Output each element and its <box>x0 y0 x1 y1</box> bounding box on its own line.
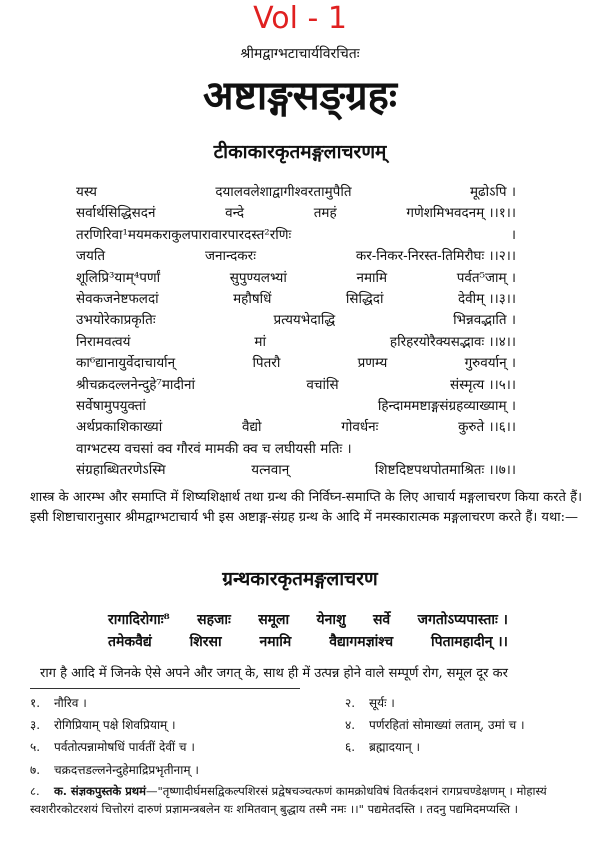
verse-word: जनान्दकरः <box>204 248 256 265</box>
invocation-shloka <box>108 609 508 653</box>
footnote-2: २. सूर्यः । <box>345 696 395 710</box>
verse-word: सिद्धिदां <box>345 290 384 307</box>
verse-word: का⁶द्यानायुर्वेदाचार्यान् <box>76 355 176 372</box>
verse-line <box>76 439 516 460</box>
verse-word: गुरुवर्यान् । <box>464 355 516 372</box>
verse-word: वन्दे <box>225 205 245 222</box>
verse-word: देवीम् ।।३।। <box>457 290 516 307</box>
verse-word: कर-निकर-निरस्त-तिमिरौघः ।।२।। <box>355 248 516 265</box>
verse-word: प्रणम्य <box>357 355 388 372</box>
verse-word: तमहं <box>313 205 337 222</box>
shloka-word: नमामि <box>259 634 292 650</box>
verse-word: अर्थप्रकाशिकाख्यां <box>76 419 163 436</box>
footnote-4: ४. पर्णरहितां सोमाख्यां लताम्, उमां च । <box>345 718 525 732</box>
shloka-word: समूला <box>258 612 290 628</box>
verse-word: भिन्नवद्भाति । <box>453 312 516 329</box>
verse-word: वाग्भटस्य वचसां क्व गौरवं मामकी क्व च लघीयसी मतिः । <box>76 440 352 457</box>
verse-line <box>76 396 516 417</box>
footnote-3: ३. रोगिप्रियाम् पक्षे शिवप्रियाम् । <box>30 718 176 732</box>
verse-word: प्रत्ययभेदाद्धि <box>273 312 336 329</box>
verse-word: । <box>510 226 516 243</box>
verse-word: जयति <box>76 248 106 265</box>
verse-word: तरणिरिवा¹मयमकराकुलपारावारपारदस्त²रणिः <box>76 226 292 243</box>
verse-line <box>76 460 516 481</box>
verse-word: गणेशमिभवदनम् ।।१।। <box>406 205 516 222</box>
verse-word: यस्य <box>76 184 97 200</box>
verse-word: संस्मृत्य ।।५।। <box>450 376 516 393</box>
book-title: अष्टाङ्गसङ्ग्रहः <box>203 72 397 119</box>
verse-line <box>76 246 516 267</box>
verse-word: मां <box>254 333 266 350</box>
shloka-word: सहजाः <box>197 612 231 628</box>
verse-word: पितरौ <box>252 355 281 372</box>
shloka-word: जगतोऽप्यपास्ताः । <box>417 612 508 628</box>
verse-word: शूलिप्रि³याम्⁴पर्णां <box>76 269 161 286</box>
shloka-word: शिरसा <box>189 634 222 650</box>
verse-word: श्रीचक्रदल्लनेन्दुहे⁷मादीनां <box>76 376 196 393</box>
shloka-line <box>108 609 508 631</box>
verse-line <box>76 417 516 438</box>
invocation-verses <box>76 182 516 481</box>
verse-line <box>76 182 516 203</box>
verse-line <box>76 375 516 396</box>
footnote-5: ५. पर्वतोत्पन्नामोषधिं पार्वतीं देवीं च । <box>30 740 195 754</box>
footnote-6: ६. ब्रह्मादयान् । <box>345 740 421 754</box>
verse-word: हरिहरयोरैक्यसद्भावः ।।४।। <box>389 333 516 350</box>
verse-word: सर्वार्थसिद्धिसदनं <box>76 205 156 222</box>
verse-word: दयालवलेशाद्वागीश्वरतामुपैति <box>215 184 352 200</box>
shloka-line <box>108 631 508 653</box>
verse-word: सर्वेषामुपयुक्तां <box>76 397 146 414</box>
verse-word: उभयोरेकाप्रकृतिः <box>76 312 156 329</box>
verse-word: सुपुण्यलभ्यां <box>229 269 287 286</box>
verse-line <box>76 353 516 374</box>
verse-word: सेवकजनेष्टफलदां <box>76 290 159 307</box>
verse-word: यत्नवान् <box>251 462 290 479</box>
verse-line <box>76 225 516 246</box>
commentator-invocation-heading: टीकाकारकृतमङ्गलाचरणम् <box>213 141 387 163</box>
verse-word: गोवर्धनः <box>341 419 379 436</box>
verse-word: संग्रहाब्धितरणेऽस्मि <box>76 462 166 479</box>
shloka-word: तमेकवैद्यं <box>108 634 152 650</box>
verse-word: हिन्दाममष्टाङ्गसंग्रहव्याख्याम् । <box>377 397 516 414</box>
verse-line <box>76 289 516 310</box>
verse-line <box>76 310 516 331</box>
verse-word: वैद्यो <box>241 419 262 436</box>
verse-line <box>76 332 516 353</box>
shloka-word: येनाशु <box>316 612 346 628</box>
intro-paragraph: शास्त्र के आरम्भ और समाप्ति में शिष्यशिक्षार्थ तथा ग्रन्थ की निर्विघ्न-समाप्ति के लिए आचार्य मङ्गलाचरण किया करते हैं। इसी शिष्टाचारानुसार श्रीमद्वाग्भटाचार्य भी इस अष्टाङ्ग-संग्रह ग्रन्थ के आदि में नमस्कारात्मक मङ्गलाचरण करते हैं। यथा:— <box>30 490 582 525</box>
verse-word: वचांसि <box>306 376 339 393</box>
shloka-word: रागादिरोगाः⁸ <box>108 612 170 628</box>
footnote-divider <box>30 688 300 689</box>
shloka-word: वैद्यागमज्ञांश्च <box>329 634 394 650</box>
verse-line <box>76 268 516 289</box>
verse-word: कुरुते ।।६।। <box>458 419 516 436</box>
verse-word: नमामि <box>356 269 388 286</box>
author-invocation-heading: ग्रन्थकारकृतमङ्गलाचरण <box>222 568 378 590</box>
translation-line: राग है आदि में जिनके ऐसे अपने और जगत् के, साथ ही में उत्पन्न होने वाले सम्पूर्ण रोग, समूल दूर कर <box>40 666 508 681</box>
verse-word: शिष्टदिष्टपथपोतमाश्रितः ।।७।। <box>374 462 516 479</box>
verse-word: पर्वत⁵जाम् । <box>456 269 516 286</box>
verse-word: निरामवत्वयं <box>76 333 131 350</box>
shloka-word: सर्वे <box>372 612 391 628</box>
footnote-7: ७. चक्रदत्तडल्लनेन्दुहेमाद्रिप्रभृतीनाम् । <box>30 763 199 777</box>
verse-line <box>76 203 516 224</box>
verse-word: महौषधिं <box>233 290 272 307</box>
shloka-word: पितामहादीन् ।। <box>431 634 508 650</box>
footnote-1: १. नौरिव । <box>30 696 87 710</box>
verse-word: मूढोऽपि । <box>469 184 516 200</box>
footnote-8: ८. क. संज्ञकपुस्तके प्रथमं—"तृष्णादीर्घमसद्विकल्पशिरसं प्रद्वेषचञ्चत्फणं कामक्रोधविषं वितर्कदशनं रागप्रचण्डेक्षणम् । मोहास्यं स्वशरीरकोटरशयं चित्तोरगं दारुणं प्रज्ञामन्त्रबलेन यः शमितवान् बुद्धाय तस्मै नमः ।।" पद्यमेतदस्ति । तदनु पद्यमिदमप्यस्ति । <box>30 784 547 816</box>
author-line: श्रीमद्वाग्भटाचार्यविरचितः <box>240 46 360 62</box>
volume-label: Vol - 1 <box>253 1 347 36</box>
